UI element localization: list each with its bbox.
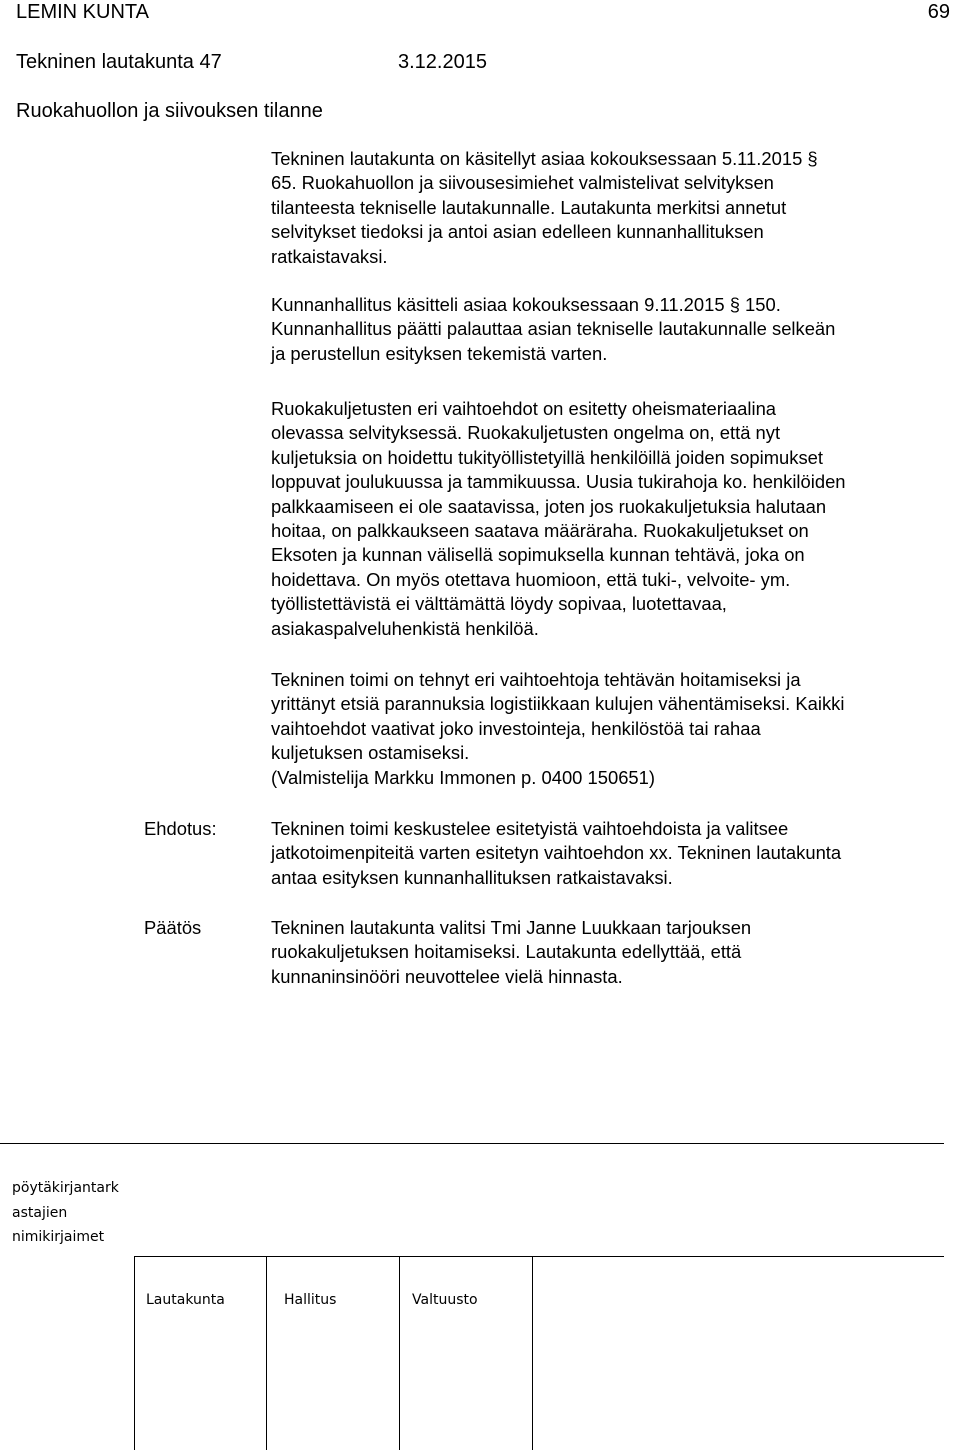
column-lautakunta: Lautakunta [146, 1292, 225, 1308]
proposal-line: jatkotoimenpiteitä varten esitetyn vaihtoehdon xx. Tekninen lautakunta [271, 842, 842, 864]
paragraph-line: selvitykset tiedoksi ja antoi asian edelleen kunnanhallituksen [271, 221, 764, 243]
initials-label-line: astajien [12, 1204, 68, 1221]
decision-label: Päätös [144, 917, 202, 938]
paragraph-line: Kunnanhallitus käsitteli asiaa kokouksessaan 9.11.2015 § 150. [271, 294, 781, 315]
board-title: Tekninen lautakunta 47 [16, 51, 222, 73]
paragraph-line: tilanteesta tekniselle lautakunnalle. Lautakunta merkitsi annetut [271, 196, 787, 218]
initials-label-line: pöytäkirjantark [12, 1180, 119, 1196]
paragraph-line: vaihtoehdot vaativat joko investointeja, henkilöstöä tai rahaa [271, 717, 761, 739]
column-hallitus: Hallitus [284, 1292, 337, 1308]
paragraph-council-decision [271, 293, 951, 366]
paragraph-line: olevassa selvityksessä. Ruokakuljetusten ongelma on, että nyt [271, 422, 781, 444]
paragraph-line: kuljetuksen ostamiseksi. [271, 742, 470, 764]
proposal-label: Ehdotus: [144, 818, 217, 839]
section-subject: Ruokahuollon ja siivouksen tilanne [16, 100, 323, 122]
decision-text [271, 916, 951, 989]
initials-box-top-rule [134, 1256, 944, 1257]
paragraph-line: työllistettävistä ei välttämättä löydy sopivaa, luotettavaa, [271, 593, 727, 615]
paragraph-line: Eksoten ja kunnan välisellä sopimuksella kunnan tehtävä, joka on [271, 544, 805, 566]
paragraph-line: palkkaamiseen ei ole saatavissa, joten jos ruokakuljetuksia halutaan [271, 495, 827, 517]
paragraph-line: hoitaa, on palkkaukseen saatava määräraha. Ruokakuljetukset on [271, 520, 809, 542]
paragraph-transport-options [271, 397, 951, 641]
paragraph-line: ja perustellun esityksen tekemistä varten. [271, 342, 608, 364]
paragraph-line: asiakaspalveluhenkistä henkilöä. [271, 617, 539, 639]
decision-line: Tekninen lautakunta valitsi Tmi Janne Luukkaan tarjouksen [271, 917, 752, 938]
proposal-line: Tekninen toimi keskustelee esitetyistä vaihtoehdoista ja valitsee [271, 818, 789, 839]
paragraph-line: loppuvat joulukuussa ja tammikuussa. Uusia tukirahoja ko. henkilöiden [271, 471, 846, 493]
initials-box-divider [399, 1256, 400, 1450]
paragraph-line: yrittänyt etsiä parannuksia logistiikkaan kulujen vähentämiseksi. Kaikki [271, 693, 845, 715]
decision-line: kunnaninsinööri neuvottelee vielä hinnasta. [271, 965, 623, 987]
meeting-date: 3.12.2015 [398, 51, 487, 73]
paragraph-line: Kunnanhallitus päätti palauttaa asian tekniselle lautakunnalle selkeän [271, 318, 836, 340]
paragraph-line: hoidettava. On myös otettava huomioon, että tuki-, velvoite- ym. [271, 568, 791, 590]
paragraph-line: (Valmistelija Markku Immonen p. 0400 150651) [271, 766, 656, 788]
footer-top-rule [0, 1143, 944, 1144]
initials-label [12, 1176, 119, 1250]
initials-box-divider [266, 1256, 267, 1450]
initials-label-line: nimikirjaimet [12, 1229, 105, 1245]
municipality-name: LEMIN KUNTA [16, 1, 149, 23]
initials-box-divider [532, 1256, 533, 1450]
paragraph-technical-office [271, 668, 951, 790]
paragraph-line: Tekninen lautakunta on käsitellyt asiaa kokouksessaan 5.11.2015 § [271, 148, 818, 169]
page-number: 69 [927, 1, 950, 23]
decision-line: ruokakuljetuksen hoitamiseksi. Lautakunta edellyttää, että [271, 941, 742, 963]
proposal-text [271, 817, 951, 890]
proposal-line: antaa esityksen kunnanhallituksen ratkaistavaksi. [271, 866, 673, 888]
column-valtuusto: Valtuusto [412, 1292, 478, 1308]
paragraph-board-history [271, 147, 951, 269]
paragraph-line: 65. Ruokahuollon ja siivousesimiehet valmistelivat selvityksen [271, 172, 774, 194]
paragraph-line: Ruokakuljetusten eri vaihtoehdot on esitetty oheismateriaalina [271, 398, 777, 419]
paragraph-line: kuljetuksia on hoidettu tukityöllistetyillä henkilöillä joiden sopimukset [271, 446, 824, 468]
paragraph-line: Tekninen toimi on tehnyt eri vaihtoehtoja tehtävän hoitamiseksi ja [271, 669, 801, 690]
paragraph-line: ratkaistavaksi. [271, 245, 388, 267]
initials-box-divider [134, 1256, 135, 1450]
